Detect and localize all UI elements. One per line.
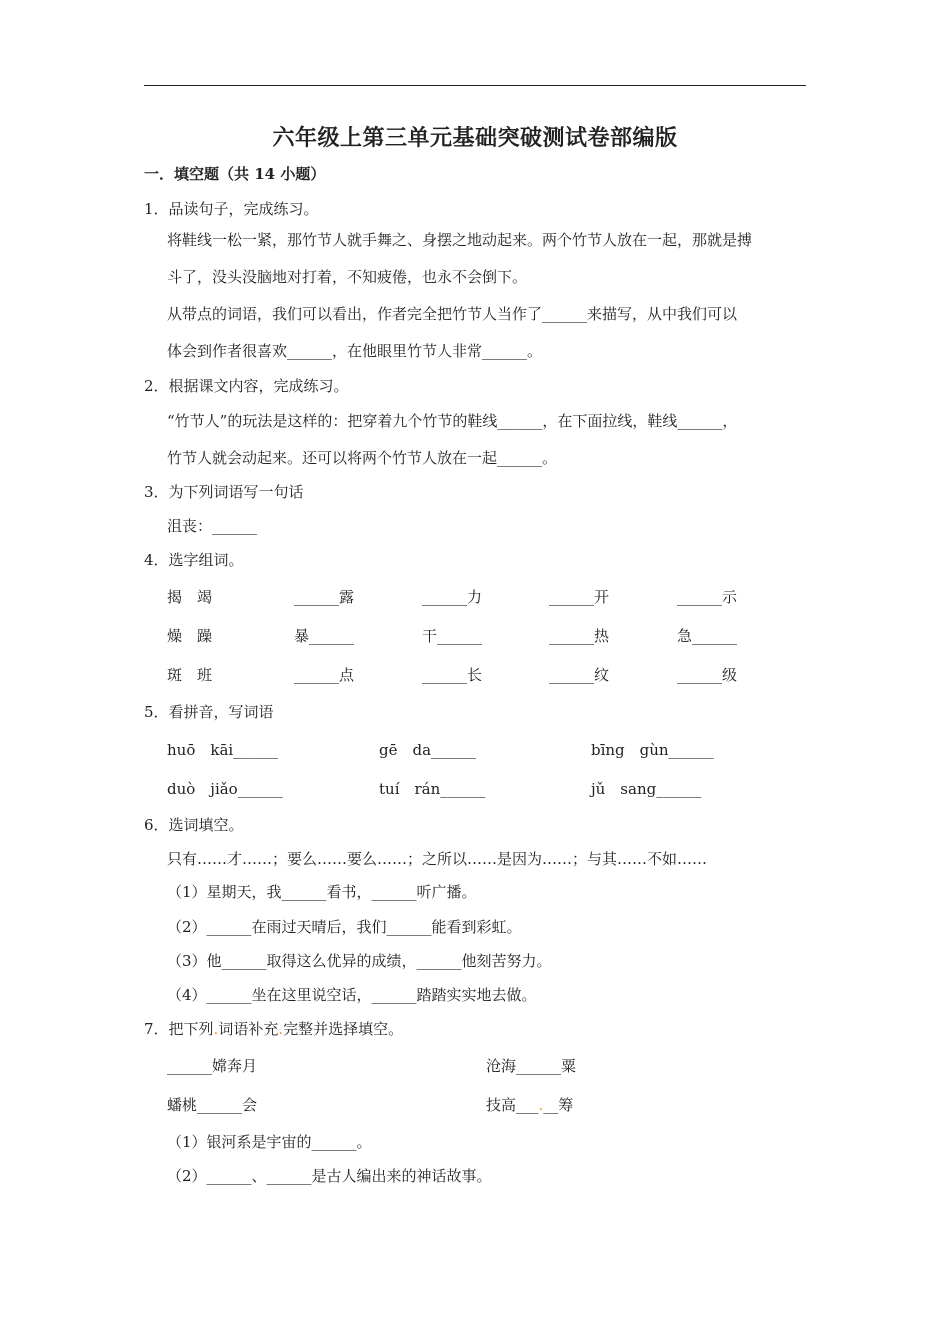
q7-idiom: 沧海______粟 xyxy=(486,1057,577,1075)
q3-line1: 沮丧：______ xyxy=(167,517,258,535)
q7-heading-dot: . xyxy=(278,1020,284,1038)
q7-item: （1）银河系是宇宙的______。 xyxy=(167,1133,372,1151)
q7-idiom xyxy=(486,1095,573,1115)
q2-line1: “竹节人”的玩法是这样的：把穿着九个竹节的鞋线______，在下面拉线，鞋线______， xyxy=(167,412,738,430)
q6-item: （1）星期天，我______看书，______听广播。 xyxy=(167,883,477,901)
q2-line2: 竹节人就会动起来。还可以将两个竹节人放在一起______。 xyxy=(167,449,558,467)
q5-pinyin-item: duò jiǎo______ xyxy=(167,780,283,798)
q7-item: （2）______、______是古人编出来的神话故事。 xyxy=(167,1167,492,1185)
q6-item: （4）______坐在这里说空话，______踏踏实实地去做。 xyxy=(167,986,537,1004)
page-title: 六年级上第三单元基础突破测试卷部编版 xyxy=(272,125,678,151)
q7-idiom: 蟠桃______会 xyxy=(167,1096,258,1114)
q7-heading-part: 词语补充 xyxy=(218,1020,279,1038)
q4-word-blank: ______热 xyxy=(549,627,610,645)
q4-word-blank: ______点 xyxy=(294,666,355,684)
q4-char-pair: 斑 班 xyxy=(167,666,213,684)
q4-word-blank: ______露 xyxy=(294,588,355,606)
q5-pinyin-item: bīng gùn______ xyxy=(591,741,714,759)
q6-heading: 6．选词填空。 xyxy=(144,816,244,834)
q6-item: （3）他______取得这么优异的成绩，______他刻苦努力。 xyxy=(167,952,552,970)
q7-idiom-dot: . xyxy=(538,1096,544,1114)
q5-pinyin-item: huō kāi______ xyxy=(167,741,279,759)
q5-pinyin-item: jǔ sang______ xyxy=(591,780,702,798)
q4-word-blank: ______开 xyxy=(549,588,610,606)
q7-idiom-part: 技高___ xyxy=(486,1096,539,1114)
q1-passage-line2: 斗了，没头没脑地对打着，不知疲倦，也永不会倒下。 xyxy=(167,268,528,286)
q5-pinyin-item: tuí rán______ xyxy=(379,780,486,798)
q4-word-blank: 干______ xyxy=(422,627,483,645)
q5-heading: 5．看拼音，写词语 xyxy=(144,703,274,721)
q4-word-blank: ______力 xyxy=(422,588,483,606)
header-rule xyxy=(144,85,806,86)
q1-question-line1: 从带点的词语，我们可以看出，作者完全把竹节人当作了______来描写，从中我们可以 xyxy=(167,305,738,323)
q7-heading xyxy=(144,1019,403,1039)
q4-char-pair: 揭 竭 xyxy=(167,588,213,606)
q1-passage-line1: 将鞋线一松一紧，那竹节人就手舞之、身摆之地动起来。两个竹节人放在一起，那就是搏 xyxy=(167,231,753,249)
q7-heading-part: 7．把下列 xyxy=(144,1020,214,1038)
q7-idiom: ______嫦奔月 xyxy=(167,1057,258,1075)
q6-item: （2）______在雨过天晴后，我们______能看到彩虹。 xyxy=(167,918,522,936)
q3-heading: 3．为下列词语写一句话 xyxy=(144,483,304,501)
q4-word-blank: 急______ xyxy=(677,627,738,645)
q4-word-blank: 暴______ xyxy=(294,627,355,645)
q1-heading: 1．品读句子，完成练习。 xyxy=(144,200,319,218)
section-heading: 一．填空题（共 14 小题） xyxy=(144,165,326,183)
q4-word-blank: ______级 xyxy=(677,666,738,684)
q5-pinyin-item: gē da______ xyxy=(379,741,477,759)
q4-heading: 4．选字组词。 xyxy=(144,551,244,569)
q1-question-line2: 体会到作者很喜欢______，在他眼里竹节人非常______。 xyxy=(167,342,543,360)
q4-word-blank: ______长 xyxy=(422,666,483,684)
q2-heading: 2．根据课文内容，完成练习。 xyxy=(144,377,349,395)
q7-idiom-part: __筹 xyxy=(543,1096,574,1114)
q4-word-blank: ______示 xyxy=(677,588,738,606)
q7-heading-part: 完整并选择填空。 xyxy=(283,1020,404,1038)
q4-word-blank: ______纹 xyxy=(549,666,610,684)
q7-heading-dot: . xyxy=(213,1020,219,1038)
q6-options: 只有……才……；要么……要么……；之所以……是因为……；与其……不如…… xyxy=(167,850,708,868)
q4-char-pair: 燥 躁 xyxy=(167,627,213,645)
